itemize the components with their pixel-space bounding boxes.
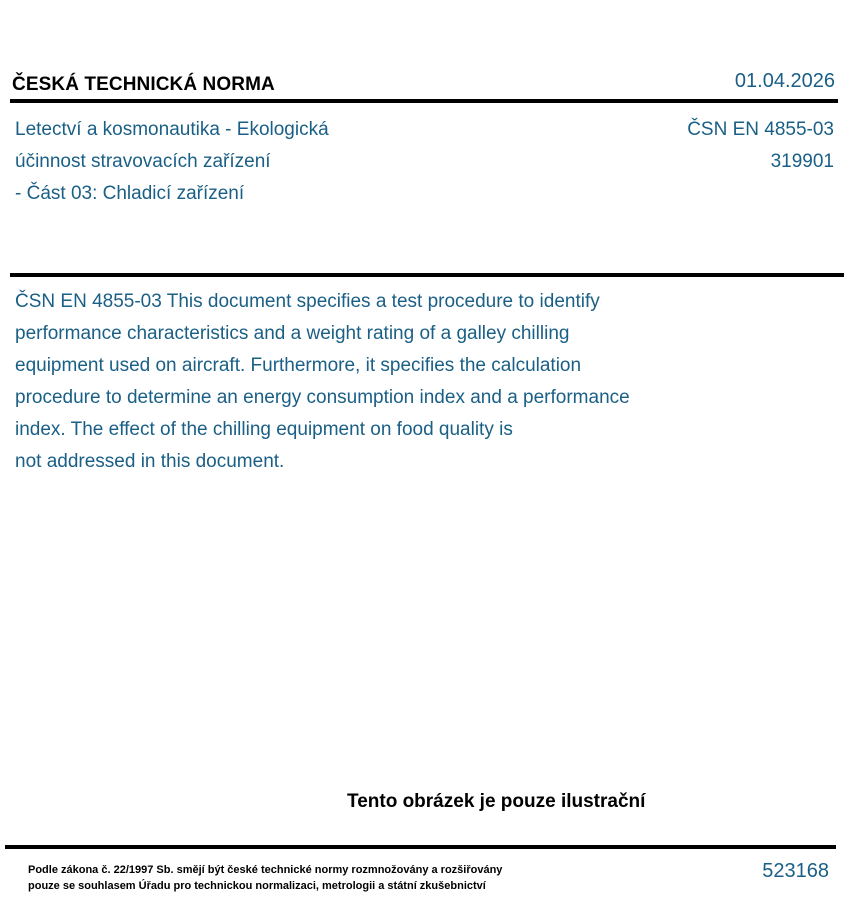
standard-codes [687,114,834,178]
illustration-note: Tento obrázek je pouze ilustrační [347,791,646,812]
standard-title-line: účinnost stravovacích zařízení [15,151,271,172]
standard-title [15,114,329,210]
abstract-line: ČSN EN 4855-03 This document specifies a test procedure to identify [15,291,600,312]
abstract-line: not addressed in this document. [15,451,285,472]
abstract-line: equipment used on aircraft. Furthermore, it specifies the calculation [15,355,582,376]
abstract-line: index. The effect of the chilling equipment on food quality is [15,419,513,440]
legal-notice-line: pouze se souhlasem Úřadu pro technickou normalizaci, metrologii a státní zkušebnictví [28,880,486,892]
standard-title-line: - Část 03: Chladicí zařízení [15,183,245,204]
abstract-line: procedure to determine an energy consumption index and a performance [15,387,630,408]
abstract-text [15,286,755,478]
legal-notice [28,862,502,894]
header-divider [10,99,838,103]
classification-number: 319901 [770,151,834,172]
section-divider [10,273,844,277]
legal-notice-line: Podle zákona č. 22/1997 Sb. smějí být české technické normy rozmnožovány a rozšiřovány [28,864,503,876]
standard-title-line: Letectví a kosmonautika - Ekologická [15,119,329,140]
document-header-title: ČESKÁ TECHNICKÁ NORMA [12,74,275,95]
publication-date: 01.04.2026 [734,70,835,92]
footer-divider [5,845,836,849]
catalog-code: 523168 [762,860,829,882]
standard-designation: ČSN EN 4855-03 [687,119,834,140]
abstract-line: performance characteristics and a weight rating of a galley chilling [15,323,570,344]
